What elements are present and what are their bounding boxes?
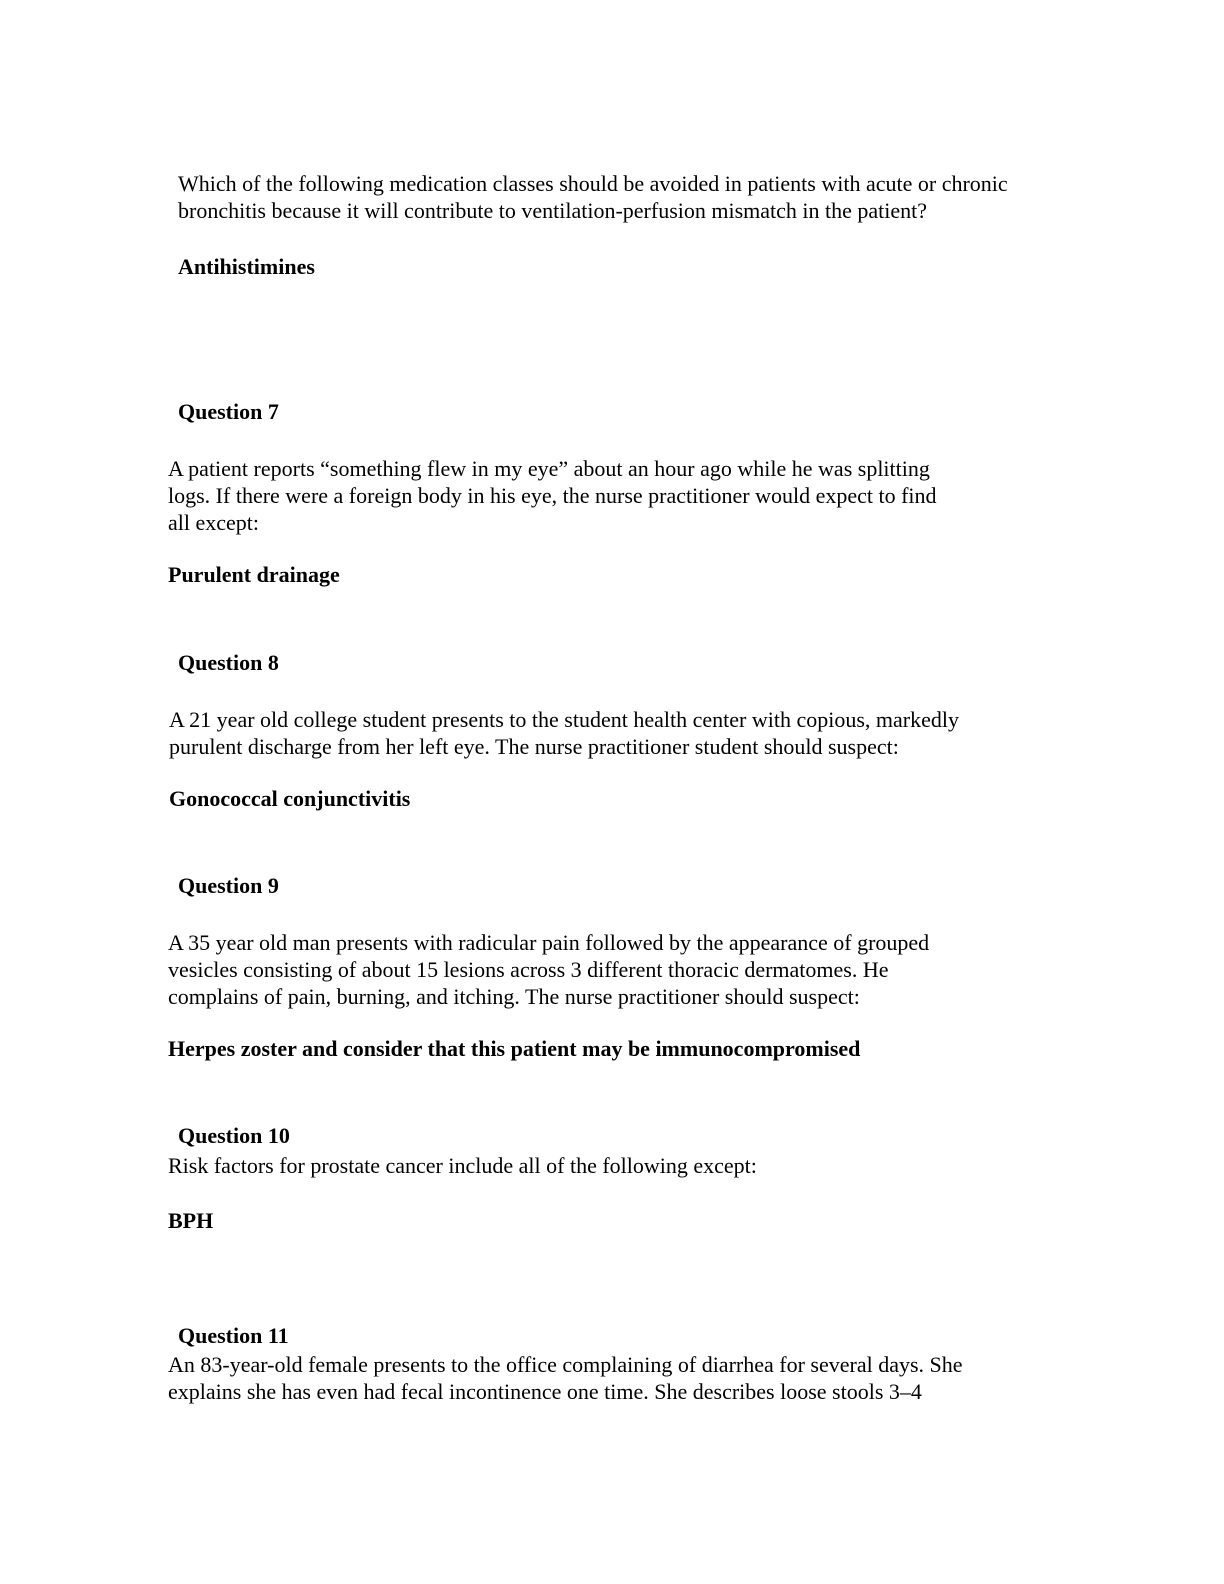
question-10-answer: BPH [168,1208,214,1233]
question-9-heading: Question 9 [178,873,279,898]
question-6-answer: Antihistimines [178,254,315,279]
question-11-heading: Question 11 [178,1323,289,1348]
question-10-text: Risk factors for prostate cancer include all of the following except: [168,1153,757,1178]
question-6-text: Which of the following medication classes should be avoided in patients with acute or chronic bronchitis because it will contribute to ventilation-perfusion mismatch in the patient? [178,171,1008,223]
question-8-heading: Question 8 [178,650,279,675]
question-7-heading: Question 7 [178,399,279,424]
question-10-heading: Question 10 [178,1123,290,1148]
question-7-answer: Purulent drainage [168,562,340,587]
question-8-answer: Gonococcal conjunctivitis [169,786,411,811]
question-11-text: An 83-year-old female presents to the office complaining of diarrhea for several days. She explains she has even had fecal incontinence one time. She describes loose stools 3–4 [168,1352,963,1404]
question-9-answer: Herpes zoster and consider that this patient may be immunocompromised [168,1036,861,1061]
question-7-text: A patient reports “something flew in my eye” about an hour ago while he was splitting logs. If there were a foreign body in his eye, the nurse practitioner would expect to find all except: [168,456,937,535]
question-9-text: A 35 year old man presents with radicular pain followed by the appearance of grouped vesicles consisting of about 15 lesions across 3 different thoracic dermatomes. He complains of pain, burning, and itching. The nurse practitioner should suspect: [168,930,930,1009]
question-8-text: A 21 year old college student presents to the student health center with copious, markedly purulent discharge from her left eye. The nurse practitioner student should suspect: [169,707,959,759]
